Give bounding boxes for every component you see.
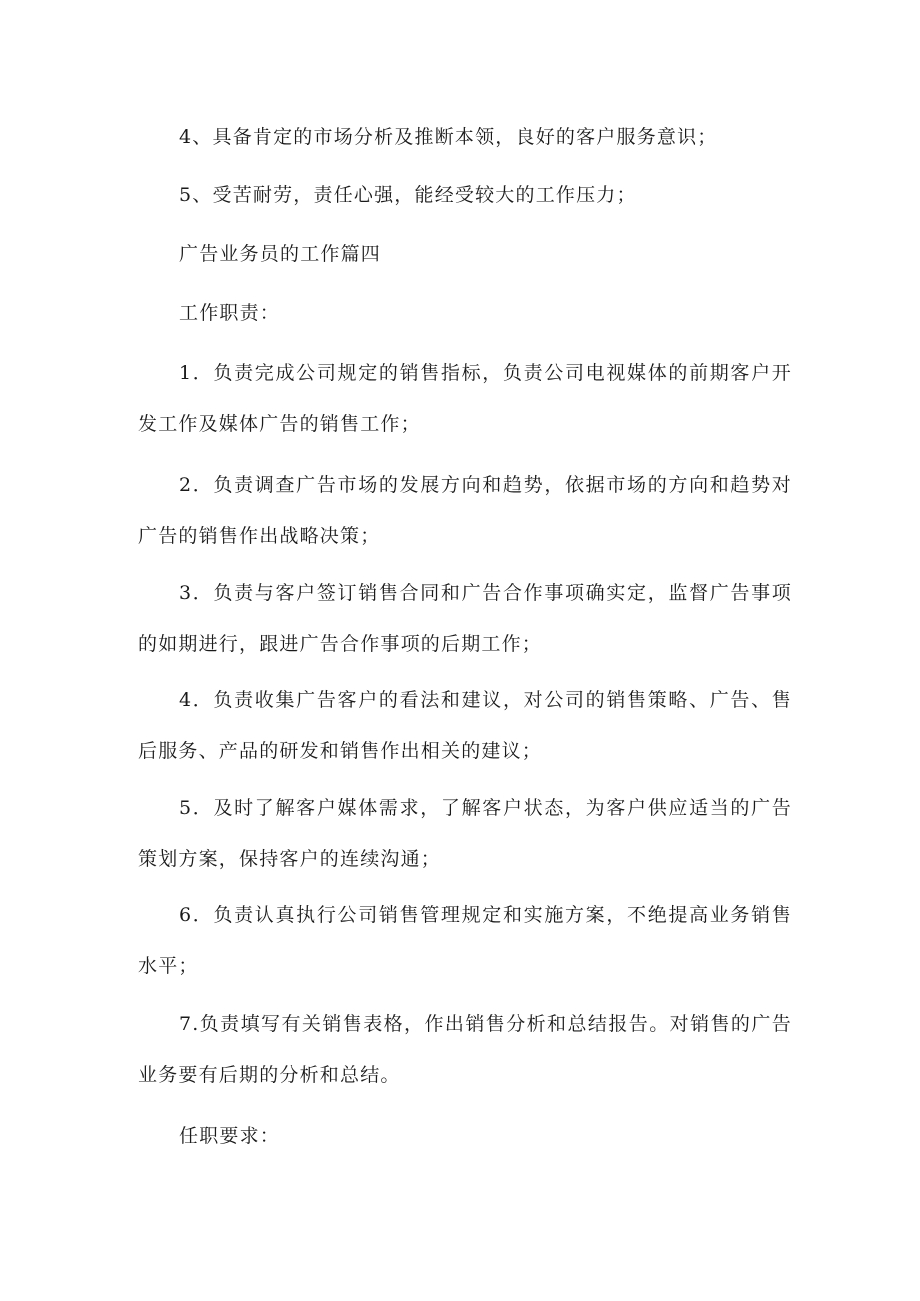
duty-item-6: 6．负责认真执行公司销售管理规定和实施方案，不绝提高业务销售水平； xyxy=(138,904,792,977)
paragraph-requirement-5: 5、受苦耐劳，责任心强，能经受较大的工作压力； xyxy=(179,184,637,206)
duty-item-3: 3．负责与客户签订销售合同和广告合作事项确实定，监督广告事项的如期进行，跟进广告合作事项的后期工作； xyxy=(138,582,792,655)
duty-item-1: 1．负责完成公司规定的销售指标，负责公司电视媒体的前期客户开发工作及媒体广告的销售工作； xyxy=(138,362,792,435)
section-heading: 广告业务员的工作篇四 xyxy=(179,243,382,265)
duties-heading: 工作职责： xyxy=(179,302,281,324)
duty-item-5: 5．及时了解客户媒体需求，了解客户状态，为客户供应适当的广告策划方案，保持客户的连续沟通； xyxy=(138,797,792,870)
paragraph-requirement-4: 4、具备肯定的市场分析及推断本领，良好的客户服务意识； xyxy=(179,126,718,148)
duty-item-2: 2．负责调查广告市场的发展方向和趋势，依据市场的方向和趋势对广告的销售作出战略决策； xyxy=(138,474,792,547)
requirements-heading: 任职要求： xyxy=(179,1125,281,1147)
duty-item-4: 4．负责收集广告客户的看法和建议，对公司的销售策略、广告、售后服务、产品的研发和销售作出相关的建议； xyxy=(138,689,792,762)
duty-item-7: 7.负责填写有关销售表格，作出销售分析和总结报告。对销售的广告业务要有后期的分析和总结。 xyxy=(138,1013,792,1086)
